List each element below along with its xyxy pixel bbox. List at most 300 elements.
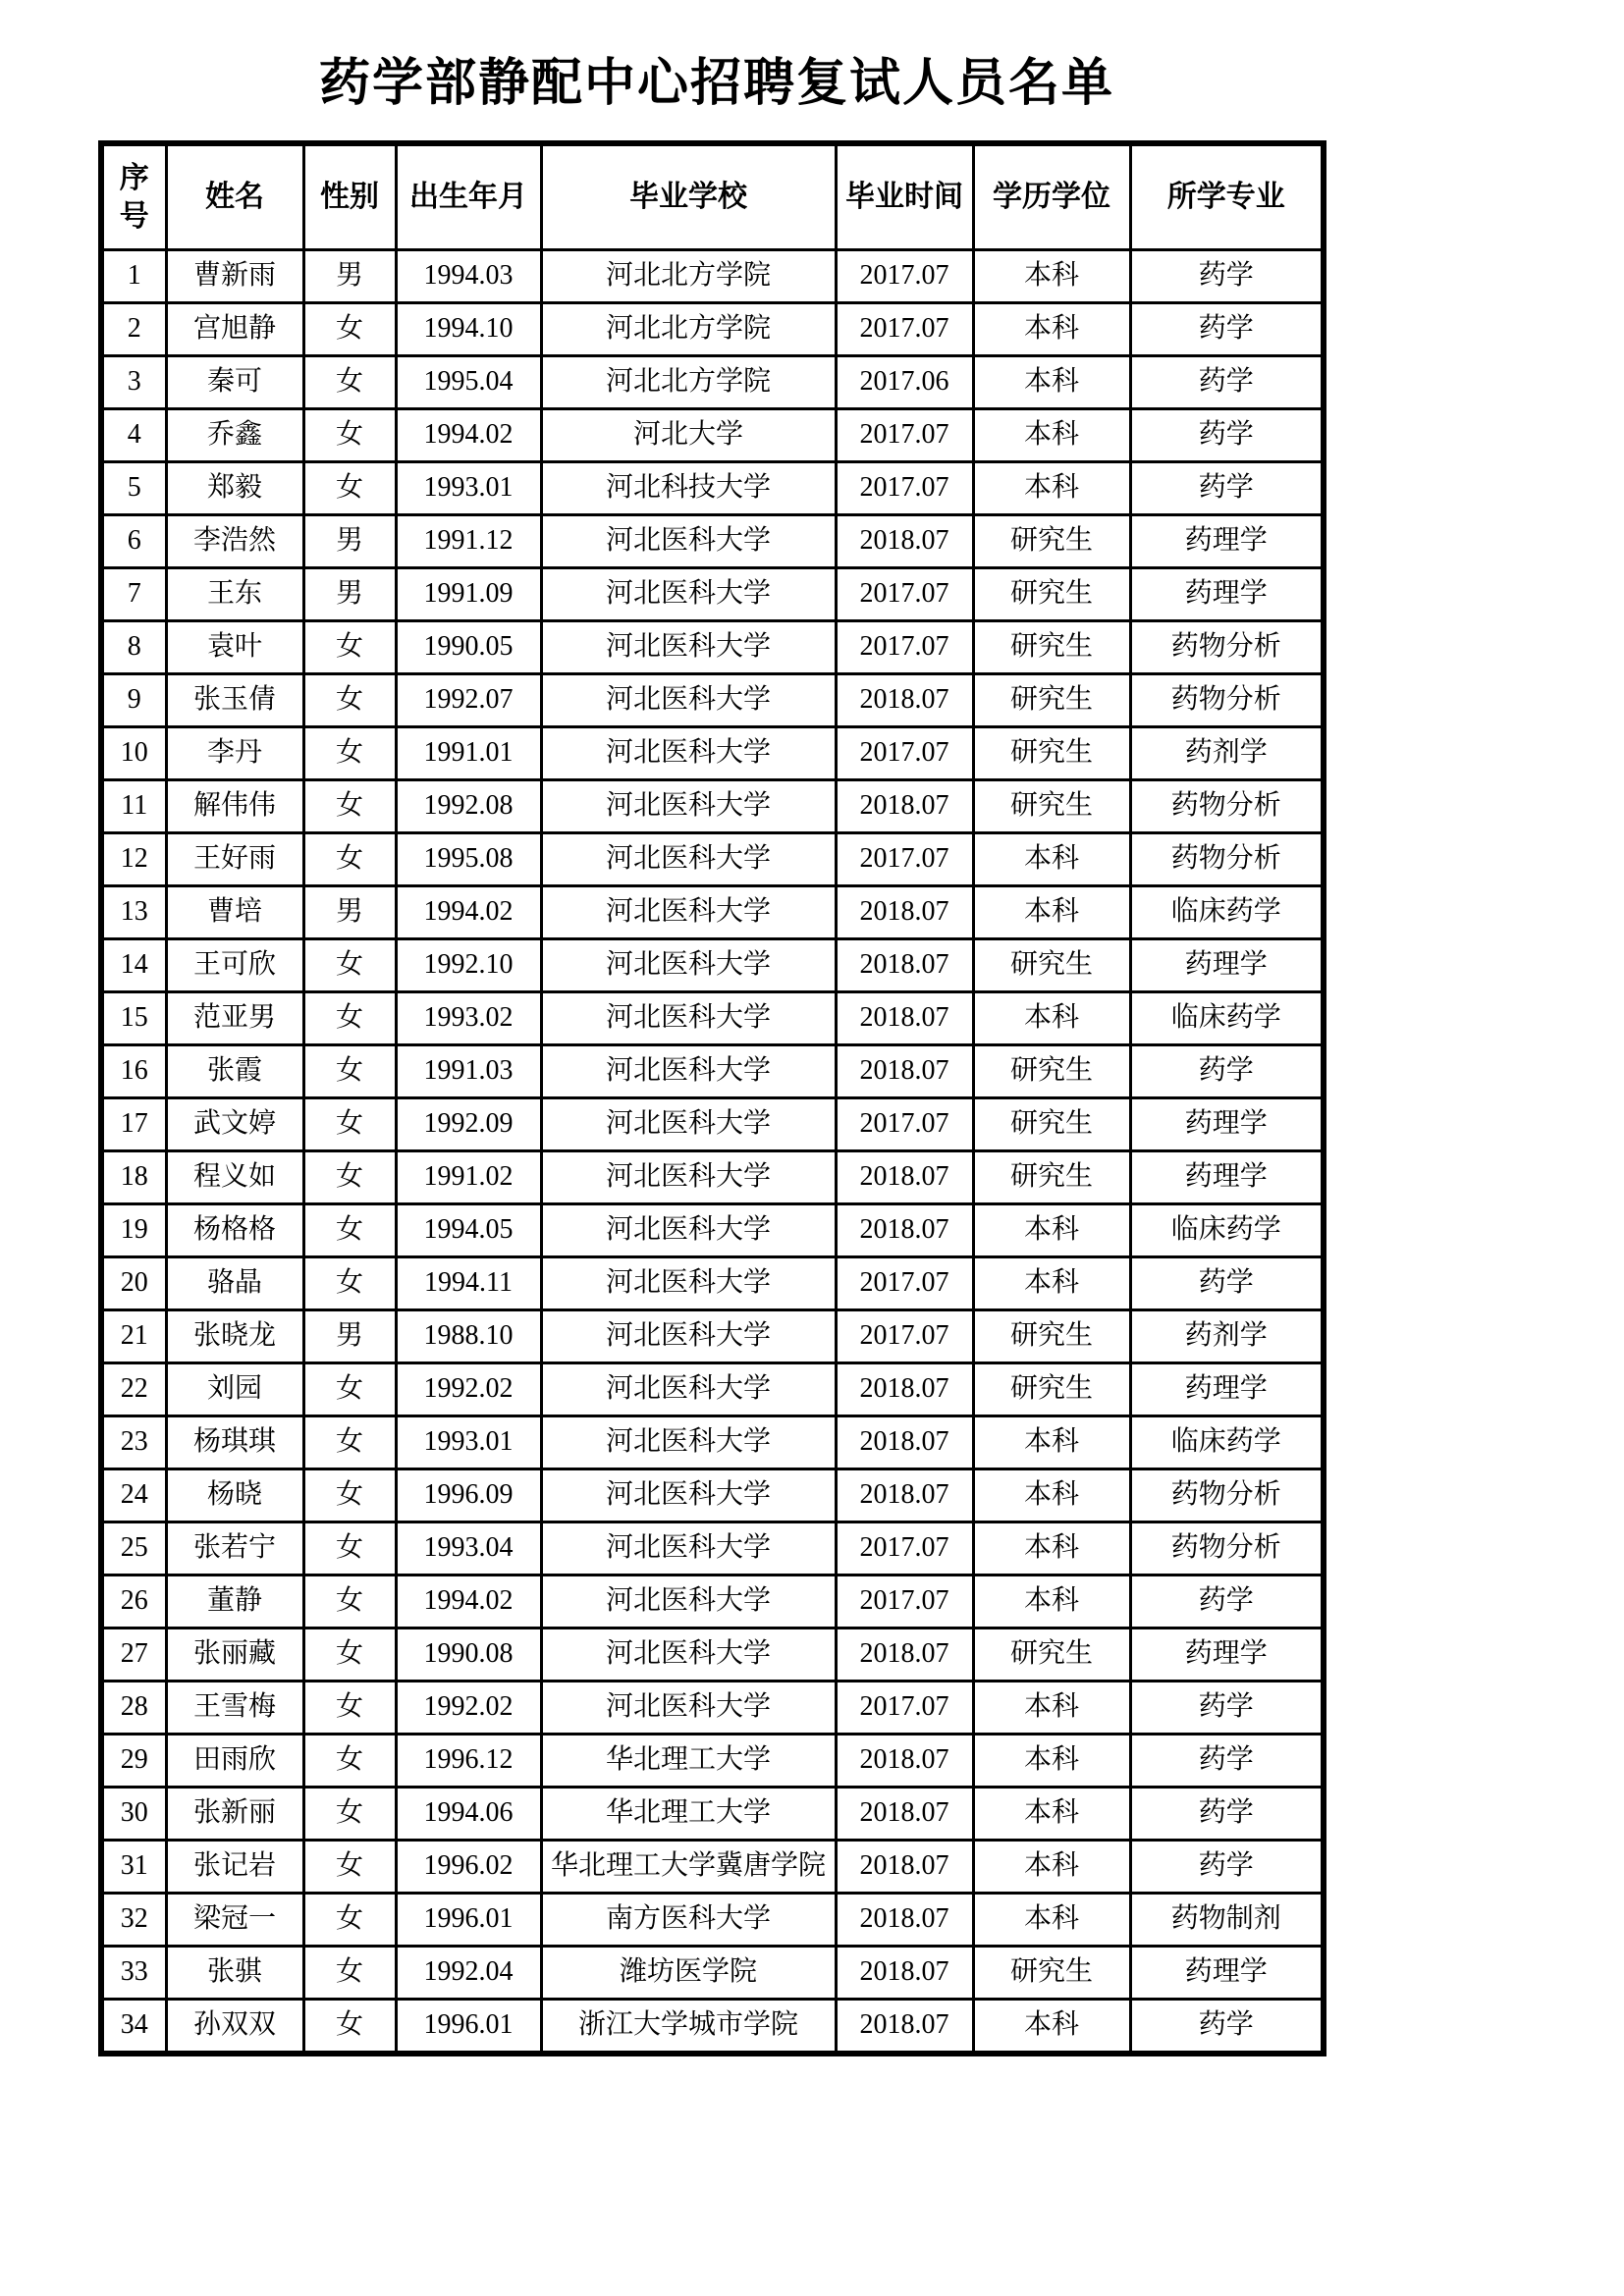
cell-gender: 女 [303, 1894, 396, 1947]
cell-name: 范亚男 [166, 992, 303, 1045]
cell-school: 河北医科大学 [541, 833, 836, 886]
cell-birth-date: 1996.12 [396, 1735, 541, 1788]
cell-index: 9 [101, 674, 166, 727]
cell-name: 曹新雨 [166, 250, 303, 303]
table-row [101, 409, 1324, 462]
header-row [101, 143, 1324, 250]
table-row [101, 462, 1324, 515]
table-row [101, 356, 1324, 409]
table-row [101, 1735, 1324, 1788]
cell-major: 临床药学 [1130, 1416, 1324, 1469]
cell-index: 22 [101, 1363, 166, 1416]
cell-school: 河北医科大学 [541, 886, 836, 939]
cell-birth-date: 1992.02 [396, 1682, 541, 1735]
cell-index: 6 [101, 515, 166, 568]
table-row [101, 1098, 1324, 1151]
cell-major: 药理学 [1130, 1151, 1324, 1204]
cell-graduation-date: 2018.07 [836, 1947, 973, 2000]
cell-index: 24 [101, 1469, 166, 1522]
cell-school: 河北医科大学 [541, 1363, 836, 1416]
cell-index: 1 [101, 250, 166, 303]
cell-major: 药学 [1130, 1575, 1324, 1629]
cell-birth-date: 1991.09 [396, 568, 541, 621]
cell-name: 杨格格 [166, 1204, 303, 1257]
cell-name: 田雨欣 [166, 1735, 303, 1788]
cell-index: 15 [101, 992, 166, 1045]
cell-name: 秦可 [166, 356, 303, 409]
cell-graduation-date: 2018.07 [836, 1469, 973, 1522]
table-body [101, 250, 1324, 2055]
cell-birth-date: 1994.02 [396, 1575, 541, 1629]
cell-graduation-date: 2018.07 [836, 780, 973, 833]
cell-gender: 女 [303, 1735, 396, 1788]
cell-major: 药物分析 [1130, 780, 1324, 833]
cell-graduation-date: 2018.07 [836, 1894, 973, 1947]
cell-birth-date: 1995.08 [396, 833, 541, 886]
column-header-name: 姓名 [166, 143, 303, 250]
cell-major: 药学 [1130, 1841, 1324, 1894]
cell-index: 27 [101, 1629, 166, 1682]
column-header-graduation-date: 毕业时间 [836, 143, 973, 250]
cell-graduation-date: 2018.07 [836, 1363, 973, 1416]
cell-gender: 女 [303, 1629, 396, 1682]
table-row [101, 621, 1324, 674]
cell-gender: 女 [303, 1257, 396, 1310]
cell-birth-date: 1988.10 [396, 1310, 541, 1363]
cell-gender: 女 [303, 1363, 396, 1416]
cell-name: 骆晶 [166, 1257, 303, 1310]
cell-birth-date: 1992.08 [396, 780, 541, 833]
cell-index: 14 [101, 939, 166, 992]
cell-name: 程义如 [166, 1151, 303, 1204]
table-row [101, 1363, 1324, 1416]
cell-gender: 女 [303, 2000, 396, 2055]
cell-degree: 研究生 [973, 939, 1130, 992]
cell-index: 16 [101, 1045, 166, 1098]
cell-degree: 本科 [973, 1735, 1130, 1788]
cell-degree: 研究生 [973, 727, 1130, 780]
cell-major: 药物分析 [1130, 833, 1324, 886]
cell-birth-date: 1992.09 [396, 1098, 541, 1151]
cell-major: 药学 [1130, 1788, 1324, 1841]
cell-birth-date: 1990.08 [396, 1629, 541, 1682]
cell-degree: 研究生 [973, 1629, 1130, 1682]
cell-graduation-date: 2017.07 [836, 1682, 973, 1735]
cell-degree: 研究生 [973, 1151, 1130, 1204]
cell-gender: 女 [303, 1416, 396, 1469]
cell-index: 13 [101, 886, 166, 939]
cell-school: 浙江大学城市学院 [541, 2000, 836, 2055]
table-row [101, 1257, 1324, 1310]
cell-name: 王雪梅 [166, 1682, 303, 1735]
cell-birth-date: 1995.04 [396, 356, 541, 409]
cell-school: 河北医科大学 [541, 727, 836, 780]
cell-graduation-date: 2017.07 [836, 621, 973, 674]
cell-index: 7 [101, 568, 166, 621]
cell-birth-date: 1994.11 [396, 1257, 541, 1310]
cell-major: 药物制剂 [1130, 1894, 1324, 1947]
cell-graduation-date: 2018.07 [836, 1045, 973, 1098]
cell-name: 张霞 [166, 1045, 303, 1098]
cell-graduation-date: 2018.07 [836, 1151, 973, 1204]
cell-index: 4 [101, 409, 166, 462]
cell-gender: 女 [303, 992, 396, 1045]
cell-school: 潍坊医学院 [541, 1947, 836, 2000]
cell-birth-date: 1996.01 [396, 2000, 541, 2055]
cell-school: 河北医科大学 [541, 1045, 836, 1098]
cell-graduation-date: 2018.07 [836, 674, 973, 727]
cell-birth-date: 1992.07 [396, 674, 541, 727]
cell-school: 河北医科大学 [541, 1257, 836, 1310]
cell-major: 临床药学 [1130, 1204, 1324, 1257]
cell-graduation-date: 2017.07 [836, 1098, 973, 1151]
cell-degree: 本科 [973, 886, 1130, 939]
cell-school: 河北医科大学 [541, 1575, 836, 1629]
cell-degree: 本科 [973, 1469, 1130, 1522]
cell-degree: 研究生 [973, 674, 1130, 727]
cell-index: 17 [101, 1098, 166, 1151]
cell-gender: 女 [303, 409, 396, 462]
cell-gender: 女 [303, 1469, 396, 1522]
cell-school: 河北医科大学 [541, 1682, 836, 1735]
cell-index: 26 [101, 1575, 166, 1629]
cell-major: 药理学 [1130, 568, 1324, 621]
cell-degree: 本科 [973, 992, 1130, 1045]
table-row [101, 833, 1324, 886]
table-row [101, 780, 1324, 833]
cell-index: 23 [101, 1416, 166, 1469]
cell-graduation-date: 2018.07 [836, 1629, 973, 1682]
cell-school: 河北医科大学 [541, 1204, 836, 1257]
cell-graduation-date: 2017.07 [836, 1257, 973, 1310]
cell-graduation-date: 2017.07 [836, 250, 973, 303]
cell-gender: 女 [303, 462, 396, 515]
cell-degree: 本科 [973, 303, 1130, 356]
cell-school: 河北医科大学 [541, 1629, 836, 1682]
table-row [101, 515, 1324, 568]
cell-index: 34 [101, 2000, 166, 2055]
cell-name: 张丽藏 [166, 1629, 303, 1682]
table-row [101, 992, 1324, 1045]
cell-birth-date: 1991.12 [396, 515, 541, 568]
cell-index: 31 [101, 1841, 166, 1894]
cell-school: 河北北方学院 [541, 250, 836, 303]
cell-major: 药剂学 [1130, 1310, 1324, 1363]
cell-graduation-date: 2017.07 [836, 1522, 973, 1575]
cell-index: 21 [101, 1310, 166, 1363]
cell-birth-date: 1993.04 [396, 1522, 541, 1575]
cell-gender: 女 [303, 356, 396, 409]
cell-birth-date: 1994.05 [396, 1204, 541, 1257]
cell-name: 曹培 [166, 886, 303, 939]
cell-degree: 本科 [973, 833, 1130, 886]
cell-index: 30 [101, 1788, 166, 1841]
table-row [101, 1416, 1324, 1469]
cell-major: 临床药学 [1130, 992, 1324, 1045]
cell-major: 药学 [1130, 356, 1324, 409]
cell-school: 河北医科大学 [541, 515, 836, 568]
table-row [101, 1522, 1324, 1575]
table-row [101, 2000, 1324, 2055]
cell-graduation-date: 2018.07 [836, 1735, 973, 1788]
cell-major: 药物分析 [1130, 621, 1324, 674]
cell-major: 药学 [1130, 1682, 1324, 1735]
table-row [101, 1841, 1324, 1894]
cell-major: 药学 [1130, 462, 1324, 515]
cell-major: 药学 [1130, 409, 1324, 462]
cell-name: 张晓龙 [166, 1310, 303, 1363]
cell-degree: 研究生 [973, 1363, 1130, 1416]
cell-degree: 本科 [973, 1841, 1130, 1894]
cell-graduation-date: 2018.07 [836, 515, 973, 568]
cell-graduation-date: 2018.07 [836, 1416, 973, 1469]
cell-name: 张若宁 [166, 1522, 303, 1575]
cell-name: 刘园 [166, 1363, 303, 1416]
cell-name: 孙双双 [166, 2000, 303, 2055]
cell-index: 8 [101, 621, 166, 674]
cell-graduation-date: 2018.07 [836, 1788, 973, 1841]
table-row [101, 1682, 1324, 1735]
column-header-degree: 学历学位 [973, 143, 1130, 250]
table-row [101, 674, 1324, 727]
cell-birth-date: 1994.03 [396, 250, 541, 303]
table-row [101, 1575, 1324, 1629]
cell-school: 河北大学 [541, 409, 836, 462]
cell-name: 王可欣 [166, 939, 303, 992]
cell-school: 河北医科大学 [541, 621, 836, 674]
cell-graduation-date: 2017.07 [836, 727, 973, 780]
cell-index: 18 [101, 1151, 166, 1204]
cell-degree: 本科 [973, 1788, 1130, 1841]
cell-major: 药理学 [1130, 1629, 1324, 1682]
cell-graduation-date: 2018.07 [836, 939, 973, 992]
cell-name: 张记岩 [166, 1841, 303, 1894]
cell-graduation-date: 2017.07 [836, 409, 973, 462]
cell-index: 29 [101, 1735, 166, 1788]
cell-gender: 男 [303, 250, 396, 303]
cell-gender: 女 [303, 674, 396, 727]
cell-name: 张新丽 [166, 1788, 303, 1841]
cell-index: 2 [101, 303, 166, 356]
cell-birth-date: 1992.10 [396, 939, 541, 992]
cell-birth-date: 1994.02 [396, 886, 541, 939]
cell-degree: 本科 [973, 1204, 1130, 1257]
cell-gender: 女 [303, 1947, 396, 2000]
cell-graduation-date: 2018.07 [836, 2000, 973, 2055]
cell-gender: 男 [303, 1310, 396, 1363]
table-row [101, 1788, 1324, 1841]
cell-degree: 本科 [973, 409, 1130, 462]
cell-graduation-date: 2018.07 [836, 886, 973, 939]
cell-gender: 女 [303, 1151, 396, 1204]
cell-major: 药理学 [1130, 1947, 1324, 2000]
cell-name: 李浩然 [166, 515, 303, 568]
cell-graduation-date: 2018.07 [836, 992, 973, 1045]
cell-major: 药物分析 [1130, 1469, 1324, 1522]
cell-major: 药理学 [1130, 1098, 1324, 1151]
page-title: 药学部静配中心招聘复试人员名单 [318, 56, 1114, 112]
cell-school: 河北医科大学 [541, 939, 836, 992]
cell-graduation-date: 2017.06 [836, 356, 973, 409]
cell-index: 32 [101, 1894, 166, 1947]
cell-gender: 女 [303, 1204, 396, 1257]
cell-gender: 女 [303, 1788, 396, 1841]
table-row [101, 939, 1324, 992]
cell-name: 宫旭静 [166, 303, 303, 356]
cell-index: 25 [101, 1522, 166, 1575]
cell-school: 河北医科大学 [541, 1310, 836, 1363]
cell-school: 华北理工大学冀唐学院 [541, 1841, 836, 1894]
cell-index: 11 [101, 780, 166, 833]
cell-degree: 本科 [973, 1682, 1130, 1735]
table-row [101, 1947, 1324, 2000]
cell-birth-date: 1994.06 [396, 1788, 541, 1841]
cell-birth-date: 1992.02 [396, 1363, 541, 1416]
cell-major: 药学 [1130, 250, 1324, 303]
cell-birth-date: 1994.10 [396, 303, 541, 356]
cell-school: 南方医科大学 [541, 1894, 836, 1947]
cell-major: 药剂学 [1130, 727, 1324, 780]
cell-degree: 研究生 [973, 621, 1130, 674]
cell-index: 3 [101, 356, 166, 409]
cell-degree: 本科 [973, 1575, 1130, 1629]
cell-name: 董静 [166, 1575, 303, 1629]
table-row [101, 1204, 1324, 1257]
cell-gender: 女 [303, 939, 396, 992]
cell-major: 药理学 [1130, 1363, 1324, 1416]
cell-school: 河北医科大学 [541, 1469, 836, 1522]
cell-birth-date: 1990.05 [396, 621, 541, 674]
cell-gender: 女 [303, 1682, 396, 1735]
cell-school: 河北医科大学 [541, 1151, 836, 1204]
cell-gender: 女 [303, 303, 396, 356]
column-header-school: 毕业学校 [541, 143, 836, 250]
table-row [101, 1151, 1324, 1204]
cell-degree: 研究生 [973, 1310, 1130, 1363]
cell-name: 武文婷 [166, 1098, 303, 1151]
cell-birth-date: 1993.01 [396, 1416, 541, 1469]
cell-name: 杨晓 [166, 1469, 303, 1522]
cell-index: 20 [101, 1257, 166, 1310]
cell-degree: 本科 [973, 1894, 1130, 1947]
cell-degree: 本科 [973, 1257, 1130, 1310]
cell-graduation-date: 2017.07 [836, 1310, 973, 1363]
cell-name: 王东 [166, 568, 303, 621]
cell-graduation-date: 2017.07 [836, 462, 973, 515]
cell-graduation-date: 2018.07 [836, 1204, 973, 1257]
cell-degree: 本科 [973, 2000, 1130, 2055]
cell-birth-date: 1993.02 [396, 992, 541, 1045]
cell-gender: 女 [303, 1098, 396, 1151]
cell-graduation-date: 2017.07 [836, 833, 973, 886]
cell-birth-date: 1996.01 [396, 1894, 541, 1947]
cell-degree: 研究生 [973, 1947, 1130, 2000]
document-content [98, 0, 1335, 2056]
cell-graduation-date: 2017.07 [836, 568, 973, 621]
cell-degree: 研究生 [973, 1098, 1130, 1151]
cell-name: 杨琪琪 [166, 1416, 303, 1469]
cell-school: 河北北方学院 [541, 303, 836, 356]
cell-gender: 女 [303, 780, 396, 833]
candidates-table [98, 140, 1326, 2056]
cell-index: 28 [101, 1682, 166, 1735]
table-row [101, 1629, 1324, 1682]
cell-index: 19 [101, 1204, 166, 1257]
cell-index: 33 [101, 1947, 166, 2000]
cell-school: 华北理工大学 [541, 1735, 836, 1788]
cell-name: 郑毅 [166, 462, 303, 515]
cell-major: 药物分析 [1130, 1522, 1324, 1575]
column-header-major: 所学专业 [1130, 143, 1324, 250]
cell-major: 药学 [1130, 1257, 1324, 1310]
cell-school: 河北医科大学 [541, 992, 836, 1045]
cell-birth-date: 1996.02 [396, 1841, 541, 1894]
cell-school: 河北科技大学 [541, 462, 836, 515]
table-row [101, 727, 1324, 780]
cell-graduation-date: 2018.07 [836, 1841, 973, 1894]
cell-gender: 女 [303, 1045, 396, 1098]
table-row [101, 1894, 1324, 1947]
cell-degree: 研究生 [973, 568, 1130, 621]
cell-graduation-date: 2017.07 [836, 303, 973, 356]
table-row [101, 1310, 1324, 1363]
cell-birth-date: 1992.04 [396, 1947, 541, 2000]
cell-gender: 女 [303, 1841, 396, 1894]
cell-index: 5 [101, 462, 166, 515]
cell-gender: 女 [303, 1522, 396, 1575]
cell-gender: 女 [303, 621, 396, 674]
table-row [101, 303, 1324, 356]
cell-gender: 女 [303, 1575, 396, 1629]
cell-name: 解伟伟 [166, 780, 303, 833]
cell-birth-date: 1996.09 [396, 1469, 541, 1522]
cell-school: 河北医科大学 [541, 1416, 836, 1469]
table-row [101, 568, 1324, 621]
cell-name: 李丹 [166, 727, 303, 780]
cell-major: 药学 [1130, 1735, 1324, 1788]
cell-birth-date: 1993.01 [396, 462, 541, 515]
table-row [101, 250, 1324, 303]
cell-gender: 男 [303, 568, 396, 621]
cell-gender: 女 [303, 727, 396, 780]
cell-name: 乔鑫 [166, 409, 303, 462]
cell-gender: 男 [303, 515, 396, 568]
cell-index: 12 [101, 833, 166, 886]
cell-name: 王好雨 [166, 833, 303, 886]
cell-name: 张骐 [166, 1947, 303, 2000]
cell-school: 河北医科大学 [541, 780, 836, 833]
cell-major: 药理学 [1130, 939, 1324, 992]
cell-birth-date: 1991.01 [396, 727, 541, 780]
cell-name: 袁叶 [166, 621, 303, 674]
column-header-gender: 性别 [303, 143, 396, 250]
cell-graduation-date: 2017.07 [836, 1575, 973, 1629]
cell-major: 药学 [1130, 2000, 1324, 2055]
cell-degree: 本科 [973, 462, 1130, 515]
cell-gender: 女 [303, 833, 396, 886]
cell-school: 河北医科大学 [541, 674, 836, 727]
cell-degree: 本科 [973, 250, 1130, 303]
cell-school: 河北医科大学 [541, 568, 836, 621]
cell-degree: 研究生 [973, 515, 1130, 568]
cell-birth-date: 1991.03 [396, 1045, 541, 1098]
cell-name: 张玉倩 [166, 674, 303, 727]
cell-degree: 研究生 [973, 780, 1130, 833]
cell-school: 河北医科大学 [541, 1522, 836, 1575]
cell-name: 梁冠一 [166, 1894, 303, 1947]
cell-school: 河北北方学院 [541, 356, 836, 409]
cell-major: 药学 [1130, 303, 1324, 356]
